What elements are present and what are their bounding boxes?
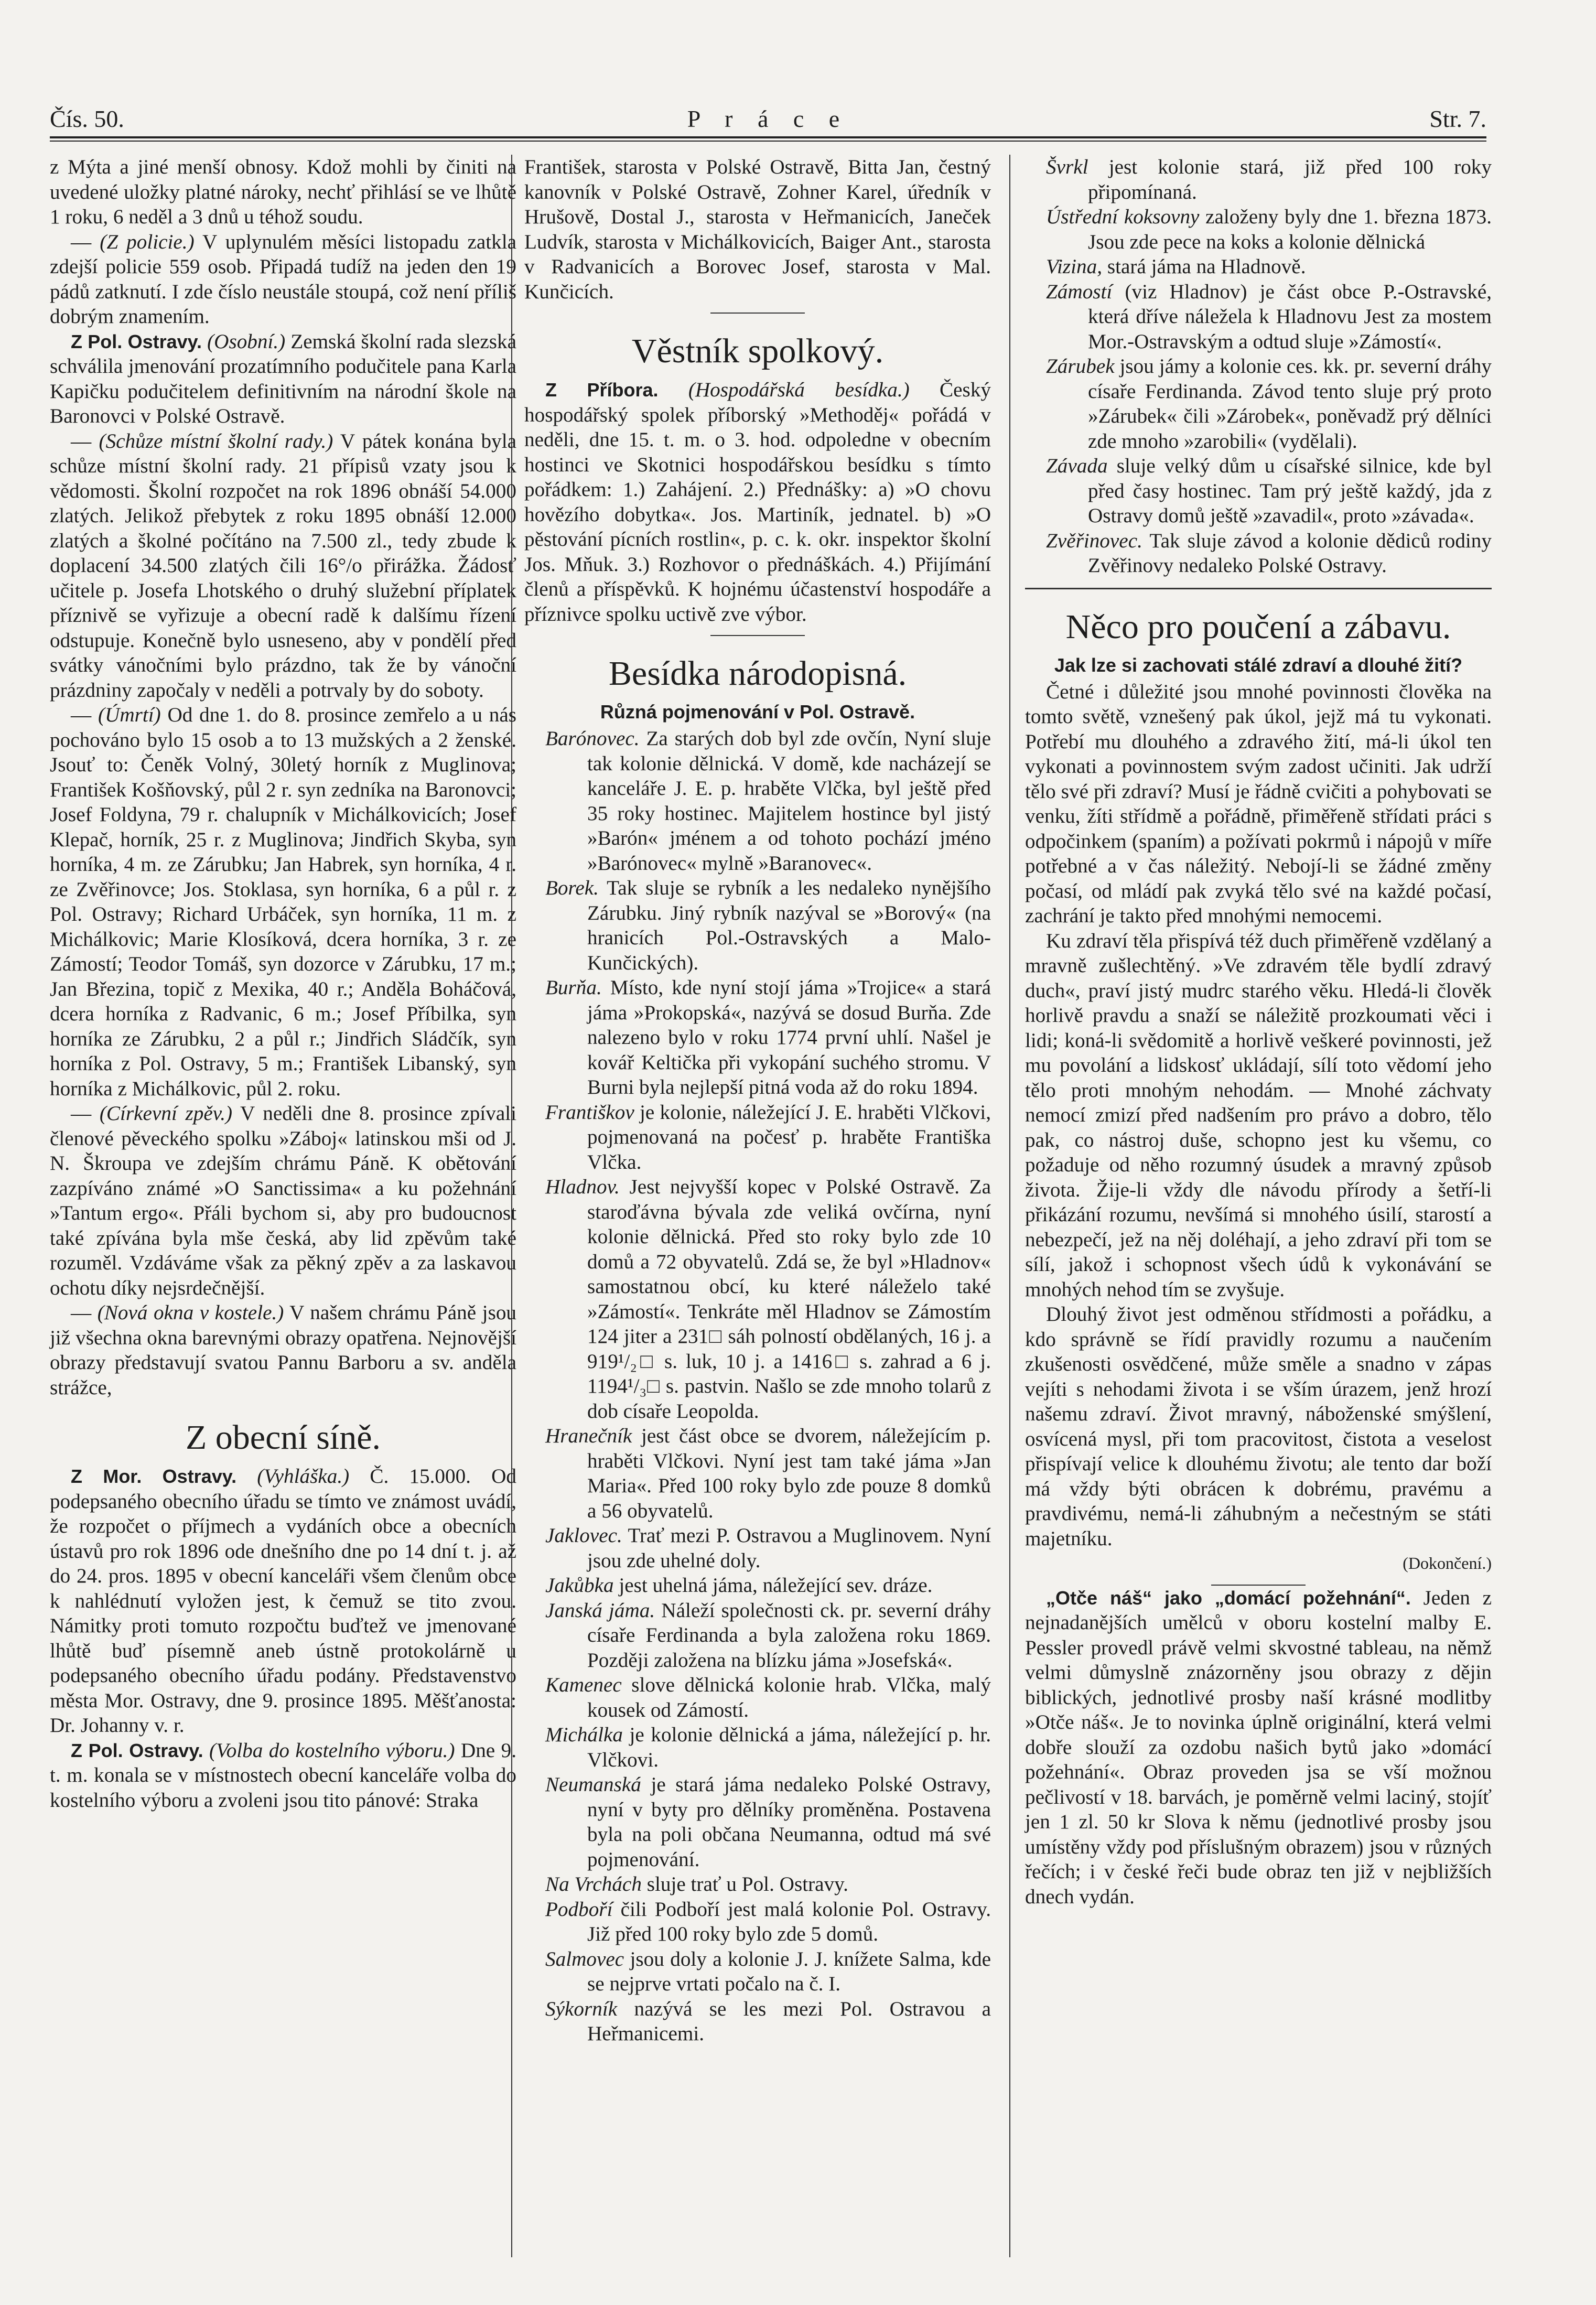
- entry-text: jsou jámy a kolonie ces. kk. pr. severní dráhy císaře Ferdinanda. Závod tento sluje prý proto »Zárubek« čili »Zárobek«, poněvadž prý dělníci zde mnoho »zarobili« (vydělali).: [1088, 355, 1492, 453]
- section-tag: (Úmrtí): [98, 704, 161, 726]
- section-tag: (Z policie.): [100, 230, 195, 253]
- glossary-entry: [524, 876, 991, 975]
- issue-number: Čís. 50.: [50, 105, 124, 132]
- paragraph-text: Od dne 1. do 8. prosince zemřelo a u nás pochováno bylo 15 osob a to 13 mužských a 2 ženské. Jsouť to: Čeněk Volný, 30letý horník z Muglinova; František Košňovský, půl 2 r. syn zedníka na Baronovci; Josef Foldyna, 79 r. chalupník v Michálkovicích; Josef Klepač, horník, 25 r. z Muglinova; Jindřich Skyba, syn horníka, 4 m. ze Zárubku; Jan Habrek, syn horníka, 4 r. ze Zvěřinovce; Jos. Stoklasa, syn horníka, 6 a půl r. z Pol. Ostravy; Richard Urbáček, syn horníka, 11 m. z Michálkovic; Marie Klosíková, dcera horníka, 3 r. ze Zámostí; Teodor Tomáš, syn dozorce v Zárubku, 17 m.; Jan Březina, topič z Mexika, 40 r.; Anděla Boháčová, dcera horníka z Radvanic, 6 m.; Josef Příbilka, syn horníka ze Zárubku, 2 a půl r.; Jindřich Sládčík, syn horníka z Pol. Ostravy, 5 m.; František Libanský, syn horníka z Michálkovic, půl 2. roku.: [50, 704, 517, 1100]
- paragraph: — (Církevní zpěv.) V neděli dne 8. prosince zpívali členové pěveckého spolku »Záboj« latinskou mši od J. N. Škroupa ve zdejším chrámu Páně. K obětování zazpíváno známé »O Sanctissima« a ku požehnání »Tantum ergo«. Přáli bychom si, aby pro budoucnost také zpívána byla mše česká, aby lid zpěvům také rozuměl. Vzdáváme však za pěkný zpěv a za laskavou ochotu díky nejsrdečnější.: [50, 1102, 516, 1299]
- section-tag: (Hospodářská besídka.): [688, 379, 910, 401]
- glossary-entry: [524, 1673, 991, 1722]
- paragraph: [50, 1464, 516, 1738]
- subheading: Jak lze si zachovati stálé zdraví a dlouhé žití?: [1054, 654, 1463, 676]
- entry-term: Kamenec: [545, 1674, 622, 1696]
- place-name: Z Mor. Ostravy.: [71, 1466, 237, 1487]
- entry-term: Jaklovec.: [545, 1524, 622, 1547]
- glossary-entry: [524, 1598, 991, 1673]
- page-number: Str. 7.: [1429, 105, 1486, 132]
- section-tag: (Vyhláška.): [257, 1465, 350, 1488]
- paragraph-text: Zemská školní rada slezská schválila jmenování prozatímního podučitele pana Karla Kapičku podučitelem definitivním na národní škole na Baronovci v Polské Ostravě.: [50, 330, 517, 427]
- entry-text: je kolonie, náležející J. E. hraběti Vlčkovi, pojmenovaná na počesť p. hraběte Františka Vlčka.: [587, 1101, 991, 1173]
- entry-term: Na Vrchách: [545, 1873, 642, 1895]
- place-name: Z Pol. Ostravy.: [71, 330, 202, 352]
- paragraph-text: Český hospodářský spolek příborský »Methoděj« pořádá v neděli, dne 15. t. m. o 3. hod. odpoledne v obecním hostinci ve Skotnici hospodářskou besídku s tímto pořádkem: 1.) Zahájení. 2.) Přednášky: a) »O chovu hovězího dobytka«. Jos. Martiník, jednatel. b) »O pěstování pícních rostlin«, p. c. k. okr. inspektor školní Jos. Mňuk. 3.) Rozhovor o přednáškách. 4.) Přijímání členů a příspěvků. K hojnému účastenství hospodáře a příznivce spolku uctivě zve výbor.: [524, 379, 991, 626]
- entry-term: Jakůbka: [545, 1574, 614, 1597]
- entry-term: Hladnov.: [545, 1176, 620, 1198]
- entry-term: Zárubek: [1046, 355, 1115, 378]
- entry-text: čili Podboří jest malá kolonie Pol. Ostravy. Již před 100 roky bylo zde 5 domů.: [587, 1898, 991, 1945]
- glossary-entry: [524, 1523, 991, 1573]
- page-header: [50, 105, 1486, 138]
- paragraph: z Mýta a jiné menší obnosy. Kdož mohli by činiti na uvedené uložky platné nároky, nechť přihlásí se ve lhůtě 1 roku, 6 neděl a 3 dnů u téhož soudu.: [50, 156, 516, 228]
- glossary-entry: [524, 1872, 991, 1897]
- entry-text: nazývá se les mezi Pol. Ostravou a Heřmanicemi.: [587, 1997, 991, 2045]
- section-tag: (Schůze místní školní rady.): [99, 429, 333, 453]
- paragraph: [50, 1738, 516, 1813]
- paragraph: Ku zdraví těla přispívá též duch přiměřeně vzdělaný a mravně zušlechtěný. »Ve zdravém těle bydlí zdravý duch«, praví jistý mudrc starého věku. Hledá-li člověk horlivě pravdu a snaží se náležitě prozkoumati věci i lidi; koná-li svědomitě a horlivě veškeré povinnosti, jež mu povolání a lidskosť ukládají, sílí toto vědomí jeho tělo proti mnohým nehodám. — Mnohé záchvaty nemocí zmizí před nadšením pro právo a dobro, tělo pak, co nástroj duše, schopno jest ku všemu, co požaduje od něho rozumný úsudek a mravný způsob života. Žije-li vždy dle návodu přírody a šetří-li přikázání rozumu, nevšímá si mnohého úsilí, starostí a nebezpečí, jež na něj doléhají, a jeho zdraví při tom se sílí, jakož i schopnost všech údů k vykonávání se mnohých nehod tím se zvyšuje.: [1025, 929, 1492, 1301]
- entry-term: Salmovec: [545, 1947, 624, 1970]
- entry-term: Ústřední koksovny: [1046, 206, 1200, 228]
- section-tag: (Nová okna v kostele.): [97, 1301, 284, 1324]
- entry-text: slove dělnická kolonie hrab. Vlčka, malý kousek od Zámostí.: [587, 1674, 991, 1721]
- entry-text: Tak sluje se rybník a les nedaleko nynějšího Zárubku. Jiný rybník nazýval se »Borový« (na hranicích Pol.-Ostravských a Malo-Kunčických).: [587, 877, 991, 974]
- entry-term: Podboří: [545, 1898, 613, 1921]
- section-heading: Něco pro poučení a zábavu.: [1065, 607, 1451, 646]
- entry-term: Zvěřinovec.: [1046, 529, 1142, 552]
- section-tag: (Církevní zpěv.): [99, 1102, 233, 1125]
- paragraph-text: V uplynulém měsíci listopadu zatkla zdejší policie 559 osob. Připadá tudíž na jeden den 19 pádů zatknutí. I zde číslo neustále stoupá, což není příliš dobrým znamením.: [50, 230, 517, 328]
- paragraph: [1025, 1586, 1492, 1910]
- entry-text: Místo, kde nyní stojí jáma »Trojice« a stará jáma »Prokopská«, nazývá se dosud Burňa. Zde nalezeno bylo v roku 1774 první uhlí. Našel je kovář Keltička při vykopání suchého stromu. V Burni byla nejlepší pitná voda až do roku 1894.: [587, 976, 991, 1098]
- header-divider: [50, 141, 1486, 142]
- paragraph: [524, 378, 991, 627]
- paragraph: — (Nová okna v kostele.) V našem chrámu Páně jsou již všechna okna barevnými obrazy opatřena. Nejnovější obrazy představují svatou Pannu Barboru a sv. anděla strážce,: [50, 1301, 517, 1399]
- section-heading: Besídka národopisná.: [608, 654, 907, 693]
- paragraph-text: Dne 9. t. m. konala se v místnostech obecní kanceláře volba do kostelního výboru a zvoleni jsou tito pánové: Straka: [50, 1739, 516, 1812]
- glossary-entry: [1025, 279, 1492, 354]
- entry-text: založeny byly dne 1. března 1873. Jsou zde pece na koks a kolonie dělnická: [1088, 206, 1492, 253]
- glossary-entry: [1025, 454, 1492, 529]
- glossary-entry: [1025, 204, 1492, 254]
- subheading: Různá pojmenování v Pol. Ostravě.: [600, 701, 915, 723]
- entry-text: jsou doly a kolonie J. J. knížete Salma, kde se nejprve vrtati počalo na č. I.: [587, 1947, 991, 1995]
- entry-term: Burňa.: [545, 976, 602, 999]
- entry-term: Závada: [1046, 455, 1108, 477]
- glossary-entry: [524, 726, 991, 876]
- paragraph-text: V neděli dne 8. prosince zpívali členové pěveckého spolku »Záboj« latinskou mši od J. N. Škroupa ve zdejším chrámu Páně. K obětování zazpíváno známé »O Sanctissima« a ku požehnání »Tantum ergo«. Přáli bychom si, aby pro budoucnost také zpívána byla mše česká, aby lid zpěvům také rozuměl. Vzdáváme však za pěkný zpěv a za laskavou ochotu díky nejsrdečnější.: [50, 1102, 516, 1299]
- section-heading: Z obecní síně.: [185, 1418, 381, 1457]
- column-2: [524, 155, 991, 2047]
- glossary-entry: [1025, 354, 1492, 454]
- paragraph: [50, 329, 516, 429]
- entry-term: Barónovec.: [545, 727, 640, 750]
- entry-term: Hranečník: [545, 1425, 632, 1447]
- column-divider: [1009, 155, 1010, 2257]
- article-title: „Otče náš“ jako „domácí požehnání“.: [1046, 1587, 1411, 1609]
- section-tag: (Osobní.): [207, 330, 286, 353]
- divider: [710, 635, 805, 636]
- entry-text: Trať mezi P. Ostravou a Muglinovem. Nyní jsou zde uhelné doly.: [587, 1524, 991, 1572]
- entry-term: Janská jáma.: [545, 1599, 655, 1622]
- entry-term: Michálka: [545, 1724, 623, 1746]
- entry-text: Tak sluje závod a kolonie dědiců rodiny Zvěřinovy nedaleko Polské Ostravy.: [1088, 529, 1492, 577]
- paragraph: Četné i důležité jsou mnohé povinnosti člověka na tomto světě, vznešený pak úkol, jejž má tu vykonati. Potřebí mu dlouhého a zdravého žití, má-li úkol ten vykonati a povinnostem svým zadost učiniti. Jak udrží tělo své při zdraví? Musí je řádně cvičiti a pohybovati se venku, žíti střídmě a pořádně, přiměřeně střídati práci s odpočinkem (spaním) a požívati pokrmů i nápojů v míře potřebné a v čas náležitý. Nebojí-li se žádné změny počasí, od mládí pak zvyká tělo své na každé počasí, zachrání je takto před mnohými nemocemi.: [1025, 680, 1492, 927]
- entry-term: Františkov: [545, 1101, 634, 1124]
- entry-text: sluje velký dům u císařské silnice, kde byl před časy hostinec. Tam prý ještě každý, jda z Ostravy domů ještě »zavadil«, proto »závada«.: [1088, 455, 1492, 527]
- glossary-entry: [524, 1947, 991, 1997]
- entry-term: Sýkorník: [545, 1997, 618, 2020]
- paragraph-text: Č. 15.000. Od podepsaného obecního úřadu se tímto ve známost uvádí, že rozpočet o příjmech a vydáních obce a obecních ústavů pro rok 1896 ode dnešního dne po 14 dní t. j. až do 24. pros. 1895 v obecní kanceláři všem členům obce k nahlédnutí vyložen jest, k čemuž se tito zvou. Námitky proti tomuto rozpočtu buďtež ve jmenované lhůtě buď písemně aneb ústně protokolárně u podepsaného obecního úřadu podány. Představenstvo města Mor. Ostravy, dne 9. prosince 1895. Měšťanosta: Dr. Johanny v. r.: [50, 1465, 516, 1737]
- glossary-entry: [524, 1897, 991, 1947]
- glossary-entry: [524, 1772, 991, 1872]
- column-3: [1025, 155, 1492, 1909]
- entry-text: jest uhelná jáma, náležející sev. dráze.: [619, 1574, 933, 1597]
- entry-text: Za starých dob byl zde ovčín, Nyní sluje tak kolonie dělnická. V domě, kde nacházejí se kanceláře J. E. p. hraběte Vlčka, byl ještě před 35 roky hostinec. Majitelem hostince byl jistý »Barón« jménem a od tohoto pochází jméno »Barónovec« mylně »Baranovec«.: [587, 727, 991, 875]
- continuation-note: (Dokončení.): [1403, 1554, 1492, 1572]
- glossary-entry: [524, 1100, 991, 1175]
- glossary-entry: [524, 1997, 991, 2047]
- glossary-entry: [1025, 254, 1492, 279]
- glossary-entry: [524, 1424, 991, 1523]
- paragraph: Dlouhý život jest odměnou střídmosti a pořádku, a kdo správně se řídí pravidly rozumu a naučením zkušenosti osvědčené, může směle a snadno v zápas vejíti s nehodami života i se vším úrazem, jenž hrozí našemu zdraví. Život mravný, náboženské smýšlení, osvícená mysl, při tom pracovitost, čistota a veselost přispívají velice k dlouhému životu; ale tento dar boží má vždy býti obrácen k dobrému, pravému a pravdivému, nemá-li záhubným a nečestným se státi majetníku.: [1025, 1303, 1492, 1550]
- entry-term: Zámostí: [1046, 280, 1113, 303]
- entry-text: je kolonie dělnická a jáma, náležející p. hr. Vlčkovi.: [587, 1724, 991, 1771]
- paragraph-text: Jeden z nejnadanějších umělců v oboru kostelní malby E. Pessler provedl právě velmi skvostné tableau, na němž velmi důmyslně znázorněny jsou obrazy z dějin biblických, jednotlivé prosby naší krásné modlitby »Otče náš«. Je to novinka úplně originální, která velmi dobře slouží za ozdobu našich bytů jako »domácí požehnání«. Obraz proveden jsa se vší možnou pečlivostí v 18. barvách, je poměrně velmi laciný, stojíť jen 1 zl. 50 kr Slova k němu (jednotlivé prosby jsou umístěny vždy pod příslušným obrazem) jsou v různých řečích; i v české řeči bude obraz ten již v nejbližších dnech vydán.: [1025, 1586, 1492, 1908]
- glossary-entry: [524, 1722, 991, 1772]
- section-tag: (Volba do kostelního výboru.): [209, 1739, 455, 1762]
- glossary-entry: [524, 975, 991, 1100]
- entry-text: stará jáma na Hladnově.: [1107, 255, 1306, 278]
- entry-term: Švrkl: [1046, 156, 1088, 178]
- newspaper-title: P r á c e: [687, 105, 849, 132]
- entry-term: Borek.: [545, 877, 599, 899]
- paragraph-text: V našem chrámu Páně jsou již všechna okna barevnými obrazy opatřena. Nejnovější obrazy představují svatou Pannu Barboru a sv. anděla strážce,: [50, 1301, 517, 1399]
- paragraph: — (Z policie.) V uplynulém měsíci listopadu zatkla zdejší policie 559 osob. Připadá tudíž na jeden den 19 pádů zatknutí. I zde číslo neustále stoupá, což není příliš dobrým znamením.: [50, 230, 517, 328]
- entry-text: jest kolonie stará, již před 100 roky připomínaná.: [1088, 156, 1492, 203]
- entry-term: Neumanská: [545, 1773, 641, 1796]
- divider: [1025, 588, 1492, 589]
- glossary-entry: [524, 1573, 991, 1598]
- paragraph: — (Úmrtí) Od dne 1. do 8. prosince zemřelo a u nás pochováno bylo 15 osob a to 13 mužských a 2 ženské. Jsouť to: Čeněk Volný, 30letý horník z Muglinova; František Košňovský, půl 2 r. syn zedníka na Baronovci; Josef Foldyna, 79 r. chalupník v Michálkovicích; Josef Klepač, horník, 25 r. z Muglinova; Jindřich Skyba, syn horníka, 4 m. ze Zárubku; Jan Habrek, syn horníka, 4 r. ze Zvěřinovce; Jos. Stoklasa, syn horníka, 6 a půl r. z Pol. Ostravy; Richard Urbáček, syn horníka, 11 m. z Michálkovic; Marie Klosíková, dcera horníka, 3 r. ze Zámostí; Teodor Tomáš, syn dozorce v Zárubku, 17 m.; Jan Březina, topič z Mexika, 40 r.; Anděla Boháčová, dcera horníka z Radvanic, 6 m.; Josef Příbilka, syn horníka ze Zárubku, 2 a půl r.; Jindřich Sládčík, syn horníka z Pol. Ostravy, 5 m.; František Libanský, syn horníka z Michálkovic, půl 2. roku.: [50, 704, 517, 1100]
- section-heading: Věstník spolkový.: [631, 332, 884, 370]
- entry-text: jest část obce se dvorem, náležejícím p. hraběti Vlčkovi. Nyní jest tam také jáma »Jan Maria«. Před 100 roky bylo zde pouze 8 domků a 56 obyvatelů.: [587, 1425, 991, 1522]
- place-name: Z Příbora.: [545, 379, 659, 401]
- glossary-entry: [524, 1175, 991, 1424]
- paragraph: — (Schůze místní školní rady.) V pátek konána byla schůze místní školní rady. 21 přípisů vzaty jsou k vědomosti. Školní rozpočet na rok 1896 obnáší 54.000 zlatých. Jelikož přebytek z roku 1895 obnáší 12.000 zlatých a školné počítáno na 7.500 zl., tedy zbude k doplacení 34.500 zlatých čili 16°/o přirážka. Žádosť učitele p. Josefa Lhotského o druhý služební příplatek příznivě se vyřizuje a obecní radě k dalšímu řízení odstupuje. Konečně bylo usneseno, aby v pondělí před svátky vánočními bylo prázdno, tak že by vánoční prázdniny započaly v neděli a potrvaly by do soboty.: [50, 429, 516, 702]
- paragraph: František, starosta v Polské Ostravě, Bitta Jan, čestný kanovník v Polské Ostravě, Zohner Karel, úředník v Hrušově, Dostal J., starosta v Heřmanicích, Janeček Ludvík, starosta v Michálkovicích, Baiger Ant., starosta v Radvanicích a Borovec Josef, starosta v Mal. Kunčicích.: [524, 156, 991, 303]
- entry-text: Jest nejvyšší kopec v Polské Ostravě. Za staroďávna bývala zde veliká ovčírna, nyní kolonie dělnická. Před sto roky bylo zde 10 domů a 72 obyvatelů. Zdá se, že byl »Hladnov« samostatnou obcí, ku které náleželo také »Zámostí«. Tenkráte měl Hladnov se Zámostím 124 jiter a 231□ sáh polností obdělaných, 16 j. a 919¹/₂□ s. luk, 10 j. a 1416□ s. zahrad a 6 j. 1194¹/₃□ s. pastvin. Našlo se zde mnoho tolarů z dob císaře Leopolda.: [587, 1176, 991, 1423]
- column-1: [50, 155, 516, 1813]
- entry-term: Vizina,: [1046, 255, 1103, 278]
- entry-text: sluje trať u Pol. Ostravy.: [646, 1873, 848, 1895]
- paragraph-text: V pátek konána byla schůze místní školní rady. 21 přípisů vzaty jsou k vědomosti. Školní rozpočet na rok 1896 obnáší 54.000 zlatých. Jelikož přebytek z roku 1895 obnáší 12.000 zlatých a školné počítáno na 7.500 zl., tedy zbude k doplacení 34.500 zlatých čili 16°/o přirážka. Žádosť učitele p. Josefa Lhotského o druhý služební příplatek příznivě se vyřizuje a obecní radě k dalšímu řízení odstupuje. Konečně bylo usneseno, aby v pondělí před svátky vánočními bylo prázdno, tak že by vánoční prázdniny započaly v neděli a potrvaly by do soboty.: [50, 429, 516, 702]
- glossary-entry: [1025, 529, 1492, 578]
- entry-text: (viz Hladnov) je část obce P.-Ostravské, která dříve náležela k Hladnovu Jest za mostem Mor.-Ostravským a odtud sluje »Zámostí«.: [1088, 280, 1492, 353]
- entry-text: Náleží společnosti ck. pr. severní dráhy císaře Ferdinanda a byla založena roku 1869. Později založena na blízku jáma »Josefská«.: [587, 1599, 991, 1672]
- divider: [710, 313, 805, 314]
- place-name: Z Pol. Ostravy.: [71, 1739, 203, 1761]
- glossary-entry: [1025, 155, 1492, 204]
- entry-text: je stará jáma nedaleko Polské Ostravy, nyní v byty pro dělníky proměněna. Postavena byla na poli občana Neumanna, odtud má své pojmenování.: [587, 1773, 991, 1871]
